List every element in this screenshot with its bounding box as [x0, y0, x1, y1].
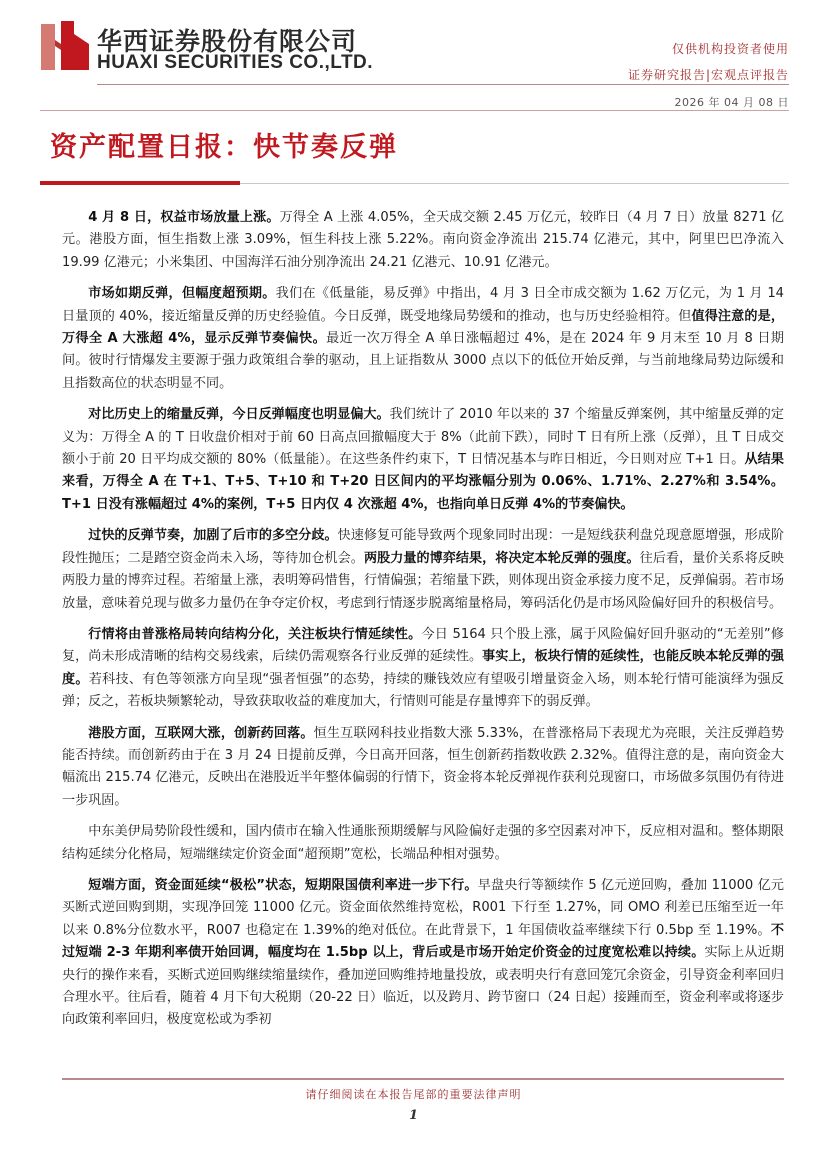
body-paragraph	[62, 283, 784, 395]
bold-text: 事实上，板块行情的延续性，也能反映本轮反弹的强度。	[62, 649, 785, 687]
text-segment: 万得全 A 上涨 4.05%，全天成交额 2.45 万亿元，较昨日（4 月 7 日）放量 8271 亿元。港股方面，恒生指数上涨 3.09%，恒生科技上涨 5.22%。南向资金净流出 215.74 亿港元，其中，阿里巴巴净流入 19.99 亿港元；小米集团、中国海洋石油分别净流出 24.21 亿港元、10.91 亿港元。	[62, 210, 784, 270]
title-underline-accent	[40, 181, 240, 185]
bold-text: 两股力量的博弈结果，将决定本轮反弹的强度。	[363, 550, 640, 566]
title-underline-rule	[240, 183, 789, 184]
report-category: 证券研究报告|宏观点评报告	[627, 68, 789, 82]
report-body	[62, 207, 784, 1041]
bold-text: 行情将由普涨格局转向结构分化，关注板块行情延续性。	[88, 626, 422, 642]
body-paragraph	[62, 207, 784, 274]
company-name-en: HUAXI SECURITIES CO.,LTD.	[97, 52, 374, 73]
text-segment: 今日 5164 只个股上涨，属于风险偏好回升驱动的“无差别”修复，尚未形成清晰的结构交易线索，后续仍需观察各行业反弹的延续性。	[62, 626, 785, 665]
header-divider	[97, 84, 789, 85]
bold-text: 4 月 8 日，权益市场放量上涨。	[88, 210, 280, 225]
text-segment: 实际上从近期央行的操作来看，买断式逆回购继续缩量续作，叠加逆回购维持地量投放，或表明央行有意回笼冗余资金，引导资金利率回归合理水平。往后看，随着 4 月下旬大税期（20-22 日）临近，以及跨月、跨节窗口（24 日起）接踵而至，资金利率或将逐步向政策利率回归，极度宽松或为季初	[62, 945, 784, 1028]
company-name-cn: 华西证券股份有限公司	[97, 27, 358, 56]
text-segment: 最近一次万得全 A 单日涨幅超过 4%，是在 2024 年 9 月末至 10 月 8 日期间。彼时行情爆发主要源于强力政策组合拳的驱动，且上证指数从 3000 点以下的低位开始反弹，与当前地缘局势边际缓和且指数高位的状态明显不同。	[62, 331, 784, 391]
bold-text: 过快的反弹节奏，加剧了后市的多空分歧。	[88, 528, 338, 544]
bold-text: 港股方面，互联网大涨，创新药回落。	[88, 725, 314, 741]
text-segment: 快速修复可能导致两个现象同时出现：一是短线获利盘兑现意愿增强，形成阶段性抛压；二是踏空资金尚未入场，等待加仓机会。	[62, 528, 785, 566]
body-paragraph	[62, 624, 784, 714]
text-segment: 若科技、有色等领涨方向呈现“强者恒强”的态势，持续的赚钱效应有望吸引增量资金入场，则本轮行情可能演绎为强反弹；反之，若板块频繁轮动，导致获取收益的难度加大，行情则可能是存量博弈下的弱反弹。	[62, 671, 784, 710]
text-segment: 往后看，量价关系将反映两股力量的博弈过程。若缩量上涨，表明筹码惜售，行情偏强；若缩量下跌，则体现出资金承接力度不足，反弹偏弱。若市场放量，意味着兑现与做多力量仍在争夺定价权，考虑到行情逐步脱离缩量格局，筹码活化仍是市场风险偏好回升的积极信号。	[62, 550, 785, 611]
footer-disclaimer: 请仔细阅读在本报告尾部的重要法律声明	[305, 1088, 522, 1101]
body-paragraph	[62, 525, 784, 615]
bold-text: 值得注意的是，万得全 A 大涨超 4%，显示反弹节奏偏快。	[62, 308, 784, 347]
bold-text: 市场如期反弹，但幅度超预期。	[88, 286, 276, 302]
text-segment: 我们统计了 2010 年以来的 37 个缩量反弹案例，其中缩量反弹的定义为：万得全 A 的 T 日收盘价相对于前 60 日高点回撤幅度大于 8%（此前下跌），同时 T 日有所上涨（反弹），且 T 日成交额小于前 20 日平均成交额的 80%（低量能）。在这些条件约束下，T 日情况基本与昨日相近，今日则对应 T+1 日。	[62, 407, 785, 468]
report-date: 2026 年 04 月 08 日	[674, 96, 789, 109]
text-segment: 中东美伊局势阶段性缓和，国内债市在输入性通胀预期缓解与风险偏好走强的多空因素对冲下，反应相对温和。整体期限结构延续分化格局，短端继续定价资金面“超预期”宽松，长端品种相对强势。	[62, 824, 784, 862]
header-divider-lower	[40, 110, 789, 111]
body-paragraph	[62, 723, 784, 813]
text-segment: 早盘央行等额续作 5 亿元逆回购，叠加 11000 亿元买断式逆回购到期，实现净回笼 11000 亿元。资金面依然维持宽松，R001 下行至 1.27%，同 OMO 利差已压缩至近一年以来 0.8%分位数水平，R007 也稳定在 1.39%的绝对低位。在此背景下，1 年国债收益率继续下行 0.5bp 至 1.19%。	[62, 877, 784, 938]
bold-text: 短端方面，资金面延续“极松”状态，短期限国债利率进一步下行。	[88, 877, 478, 893]
text-segment: 恒生互联网科技业指数大涨 5.33%，在普涨格局下表现尤为亮眼，关注反弹趋势能否持续。而创新药由于在 3 月 24 日提前反弹，今日高开回落，恒生创新药指数收跌 2.32%。值得注意的是，南向资金大幅流出 215.74 亿港元，反映出在港股近半年整体偏弱的行情下，资金将本轮反弹视作获利兑现窗口，市场做多氛围仍有待进一步巩固。	[62, 725, 784, 808]
footer-divider	[62, 1078, 784, 1080]
bold-text: 不过短端 2-3 年期利率债开始回调，幅度均在 1.5bp 以上，背后或是市场开始定价资金的过度宽松难以持续。	[62, 922, 784, 961]
bold-text: 对比历史上的缩量反弹，今日反弹幅度也明显偏大。	[88, 407, 390, 423]
body-paragraph	[62, 821, 784, 866]
audience-note: 仅供机构投资者使用	[671, 42, 789, 56]
body-paragraph	[62, 404, 784, 516]
report-title: 资产配置日报：快节奏反弹	[50, 132, 398, 163]
body-paragraph	[62, 875, 784, 1032]
bold-text: 从结果来看，万得全 A 在 T+1、T+5、T+10 和 T+20 日区间内的平均涨幅分别为 0.06%、1.71%、2.27%和 3.54%。T+1 日没有涨幅超过 4%的案例，T+5 日内仅 4 次涨超 4%，也指向单日反弹 4%的节奏偏快。	[62, 452, 785, 512]
page-number: 1	[408, 1108, 419, 1123]
huaxi-logo-icon	[40, 20, 90, 72]
text-segment: 我们在《低量能，易反弹》中指出，4 月 3 日全市成交额为 1.62 万亿元，为 1 月 14 日量顶的 40%，接近缩量反弹的历史经验值。今日反弹，既受地缘局势缓和的推动，也与历史经验相符。但	[62, 286, 785, 324]
